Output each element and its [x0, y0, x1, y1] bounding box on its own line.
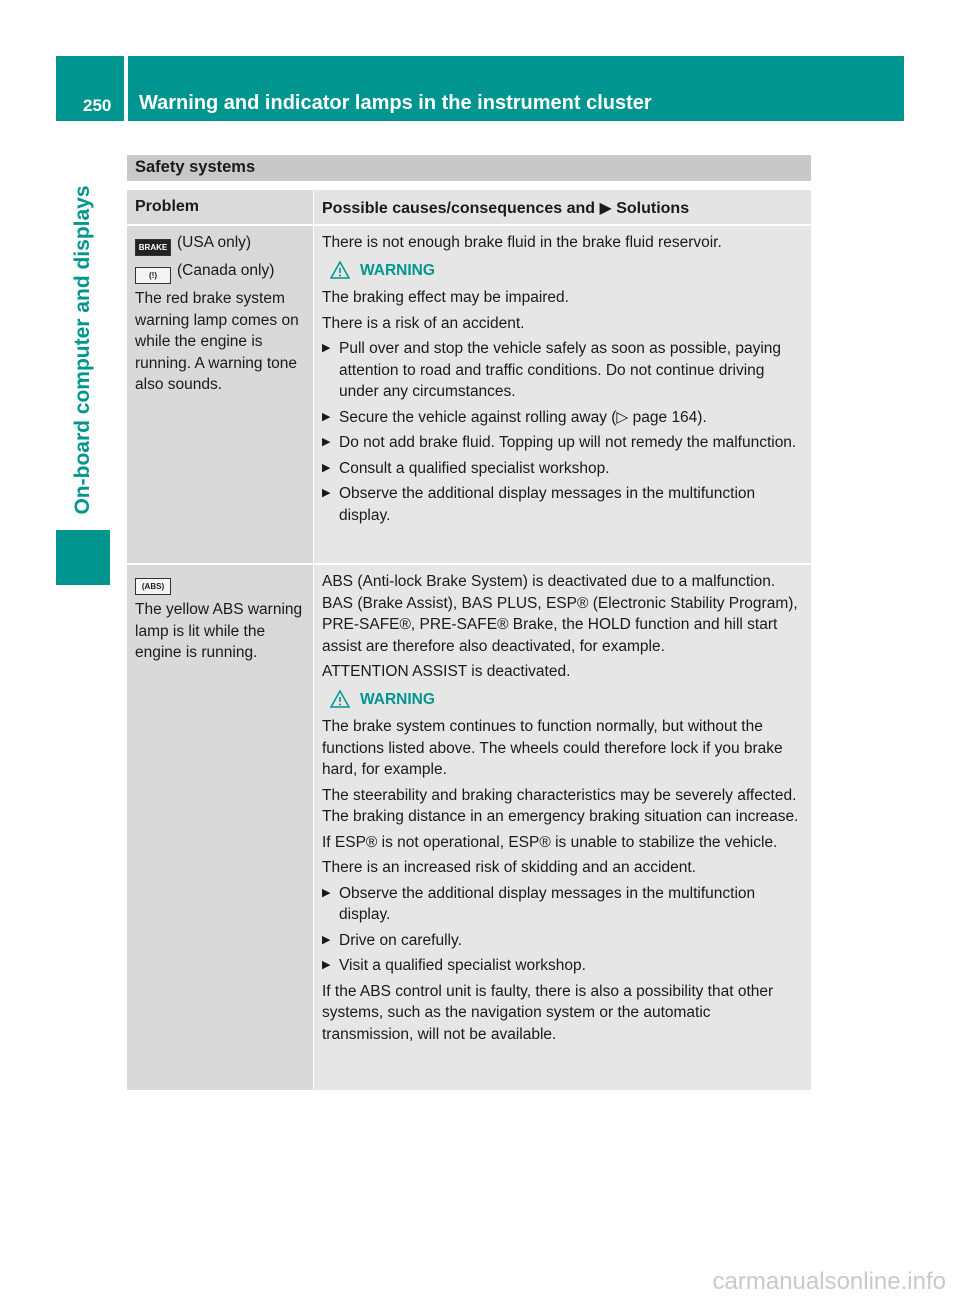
note-text: If the ABS control unit is faulty, there is also a possibility that other systems, such as the navigation system or the automatic transmission, will not be available.	[322, 982, 774, 1043]
warning-text: The steerability and braking characteristics may be severely affected. The braking distance in an emergency braking situation can increase.	[322, 786, 799, 825]
section-title: Safety systems	[127, 155, 811, 181]
brake-circle-lamp-icon: (!)	[135, 267, 171, 284]
problem-text: The yellow ABS warning lamp is lit while the engine is running.	[135, 601, 303, 661]
step-arrow-icon: ▶	[322, 461, 331, 474]
warning-triangle-icon	[330, 690, 350, 708]
problem-text: The red brake system warning lamp comes on while the engine is running. A warning tone also sounds.	[135, 290, 299, 393]
warning-text: There is a risk of an accident.	[322, 314, 525, 332]
warning-text: There is an increased risk of skidding and an accident.	[322, 859, 696, 876]
problem-cell	[127, 226, 314, 563]
warning-text: If ESP® is not operational, ESP® is unable to stabilize the vehicle.	[322, 833, 778, 851]
chapter-title: Warning and indicator lamps in the instrument cluster	[128, 56, 904, 121]
solution-step	[322, 432, 805, 454]
brake-lamp-icon: BRAKE	[135, 239, 171, 256]
step-arrow-icon: ▶	[322, 410, 331, 423]
step-text-page-link[interactable]: Secure the vehicle against rolling away (▷ page 164).	[339, 408, 707, 426]
cause-text: ABS (Anti-lock Brake System) is deactivated due to a malfunction.	[322, 573, 776, 590]
step-arrow-icon: ▶	[322, 886, 331, 899]
solution-step	[322, 483, 805, 526]
solution-step	[322, 458, 805, 480]
table-row	[127, 226, 811, 565]
step-text: Pull over and stop the vehicle safely as soon as possible, paying attention to road and traffic conditions. Do not continue driving under any circumstances.	[339, 340, 782, 400]
step-text: Visit a qualified specialist workshop.	[339, 957, 586, 974]
step-arrow-icon: ▶	[322, 487, 331, 499]
problem-cell	[127, 565, 314, 1090]
safety-systems-table	[127, 190, 811, 1092]
column-header-solutions: Possible causes/consequences and ▶ Solutions	[314, 190, 811, 224]
side-tab-marker	[56, 530, 110, 585]
lamp-label: (Canada only)	[177, 262, 275, 279]
cause-text: ATTENTION ASSIST is deactivated.	[322, 663, 571, 680]
warning-label: WARNING	[360, 690, 435, 708]
solutions-cell	[314, 565, 811, 1090]
side-tab-label: On-board computer and displays	[71, 185, 94, 515]
solutions-cell	[314, 226, 811, 563]
step-arrow-icon: ▶	[322, 933, 331, 946]
page-number: 250	[56, 56, 124, 121]
warning-triangle-icon	[330, 261, 350, 279]
warning-text: The braking effect may be impaired.	[322, 289, 569, 306]
solution-step	[322, 955, 805, 977]
lamp-label: (USA only)	[177, 234, 252, 251]
warning-heading	[330, 689, 805, 711]
abs-lamp-icon: (ABS)	[135, 578, 171, 595]
step-text: Do not add brake fluid. Topping up will not remedy the malfunction.	[339, 434, 797, 451]
cause-text: There is not enough brake fluid in the brake fluid reservoir.	[322, 234, 722, 251]
step-text: Observe the additional display messages in the multifunction display.	[339, 884, 756, 923]
step-arrow-icon: ▶	[322, 436, 331, 448]
step-arrow-icon: ▶	[322, 342, 331, 354]
step-text: Consult a qualified specialist workshop.	[339, 459, 610, 477]
column-header-problem: Problem	[127, 190, 314, 224]
step-text: Observe the additional display messages in the multifunction display.	[339, 485, 756, 524]
solution-step	[322, 883, 805, 926]
warning-label: WARNING	[360, 261, 435, 279]
warning-heading	[330, 260, 805, 282]
step-text: Drive on carefully.	[339, 931, 462, 949]
step-arrow-icon: ▶	[322, 959, 331, 971]
warning-text: The brake system continues to function normally, but without the functions listed above. The wheels could therefore lock if you brake hard, for example.	[322, 718, 783, 778]
table-header	[127, 190, 811, 226]
solution-step	[322, 407, 805, 429]
solution-step	[322, 930, 805, 952]
watermark: carmanualsonline.info	[712, 1268, 946, 1295]
cause-text: BAS (Brake Assist), BAS PLUS, ESP® (Electronic Stability Program), PRE-SAFE®, PRE-SAFE® Brake, the HOLD function and hill start assist are therefore also deactivated, for example.	[322, 594, 798, 655]
solution-step	[322, 338, 805, 403]
table-row	[127, 565, 811, 1092]
